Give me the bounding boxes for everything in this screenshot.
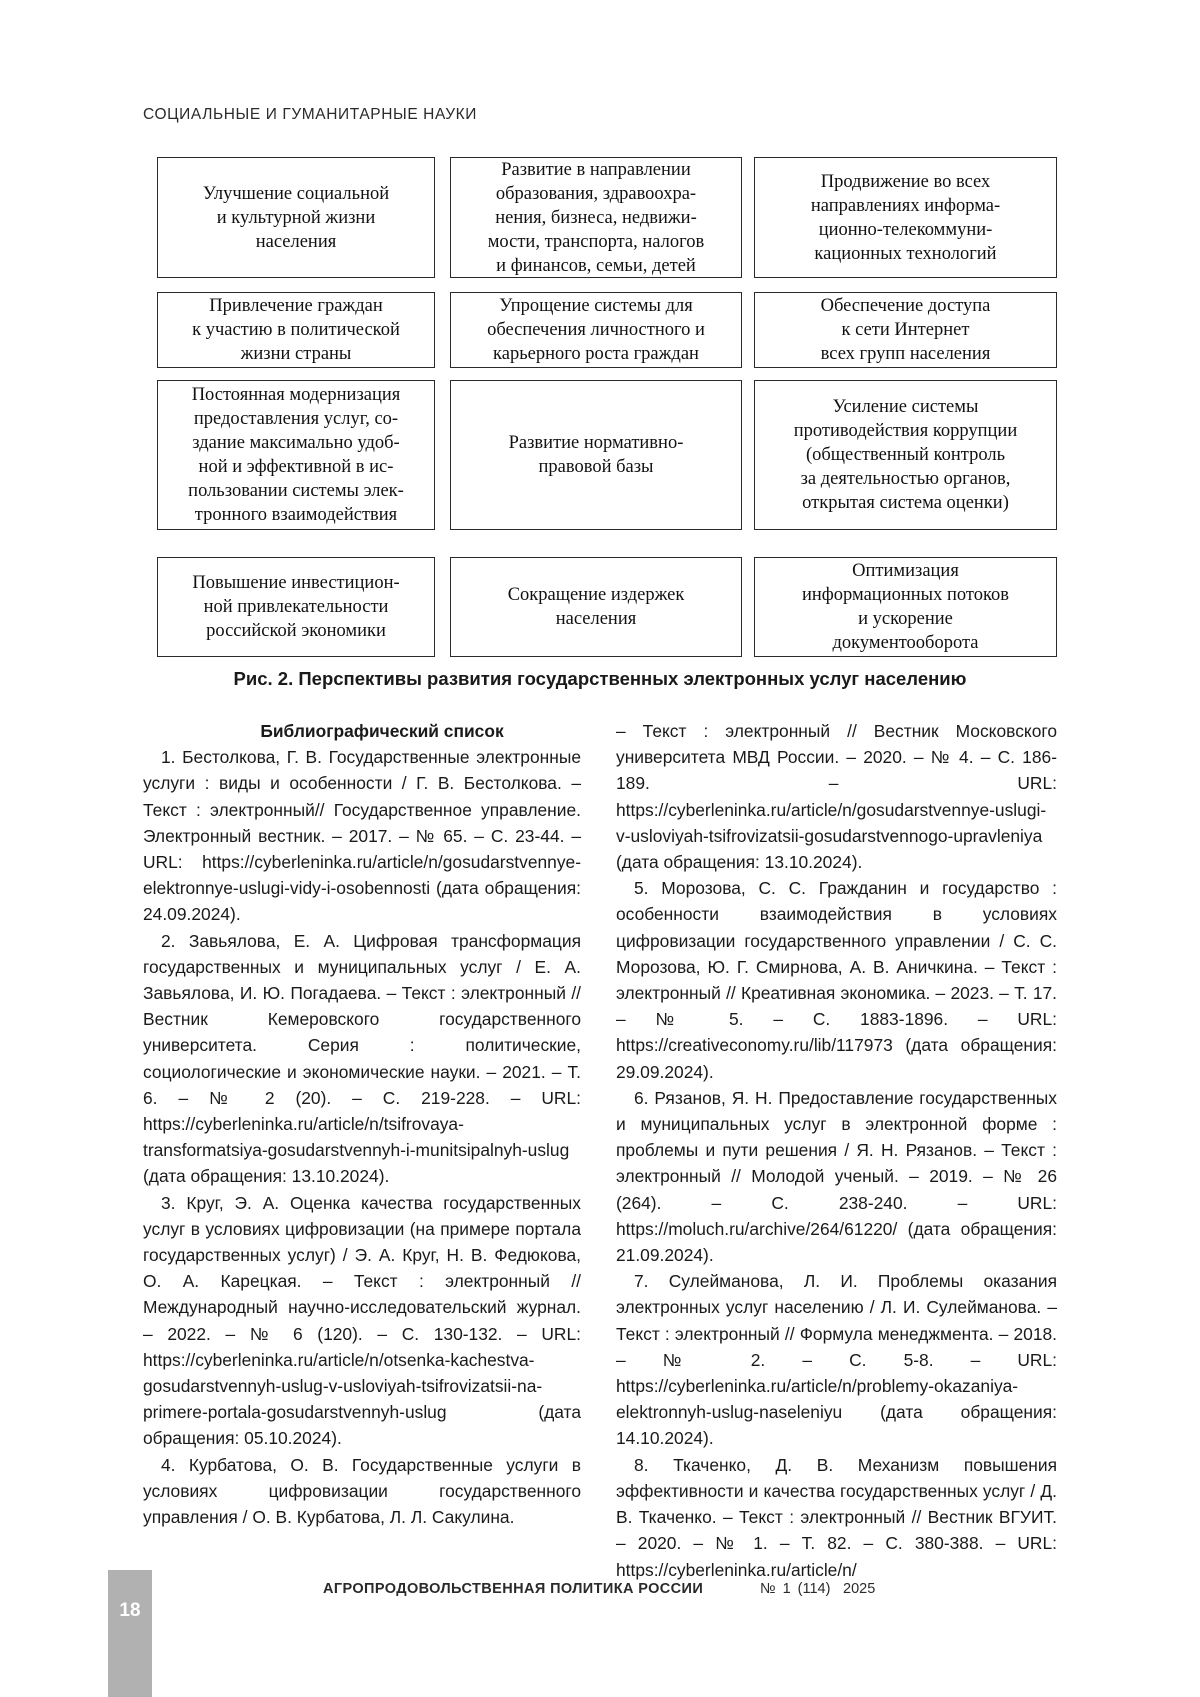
figure-box: Развитие нормативно- правовой базы bbox=[450, 380, 742, 530]
reference-item: 3. Круг, Э. А. Оценка качества государственных услуг в условиях цифровизации (на примере портала государственных услуг) / Э. А. Круг, Н. В. Федюкова, О. А. Карецкая. – Текст : электронный // Международный научно-исследовательский журнал. – 2022. – № 6 (120). – С. 130-132. – URL: https://cyberleninka.ru/article/n/otsenka-kachestva-gosudarstvennyh-uslug-v-usloviyah-tsifrovizatsii-na-primere-portala-gosudarstvennyh-uslug (дата обращения: 05.10.2024). bbox=[143, 1192, 581, 1449]
figure-box: Повышение инвестицион- ной привлекательности российской экономики bbox=[157, 557, 435, 657]
reference-item: 8. Ткаченко, Д. В. Механизм повышения эффективности и качества государственных услуг / Д. В. Ткаченко. – Текст : электронный // Вестник ВГУИТ. – 2020. – № 1. – Т. 82. – С. 380-388. – URL: https://cyberleninka.ru/article/n/ bbox=[616, 1454, 1057, 1580]
running-head: СОЦИАЛЬНЫЕ И ГУМАНИТАРНЫЕ НАУКИ bbox=[143, 106, 478, 123]
figure-box: Упрощение системы для обеспечения личностного и карьерного роста граждан bbox=[450, 292, 742, 368]
footer-issue-number: № 1 (114) bbox=[760, 1581, 831, 1597]
figure-box: Усиление системы противодействия коррупции (общественный контроль за деятельностью органов, открытая система оценки) bbox=[754, 380, 1057, 530]
footer-year: 2025 bbox=[843, 1581, 876, 1597]
reference-item: 6. Рязанов, Я. Н. Предоставление государственных и муниципальных услуг в электронной форме : проблемы и пути решения / Я. Н. Рязанов. – Текст : электронный // Молодой ученый. – 2019. – № 26 (264). – С. 238-240. – URL: https://moluch.ru/archive/264/61220/ (дата обращения: 21.09.2024). bbox=[616, 1087, 1057, 1266]
reference-item: 5. Морозова, С. С. Гражданин и государство : особенности взаимодействия в условиях цифровизации государственного управлении / С. С. Морозова, Ю. Г. Смирнова, А. В. Аничкина. – Текст : электронный // Креативная экономика. – 2023. – Т. 17. – № 5. – С. 1883-1896. – URL: https://creativeconomy.ru/lib/117973 (дата обращения: 29.09.2024). bbox=[616, 878, 1057, 1082]
reference-item: 4. Курбатова, О. В. Государственные услуги в условиях цифровизации государственного управления / О. В. Курбатова, Л. Л. Сакулина. bbox=[143, 1454, 581, 1528]
bibliography-left-column bbox=[143, 718, 581, 1530]
figure-box: Сокращение издержек населения bbox=[450, 557, 742, 657]
reference-item: 1. Бестолкова, Г. В. Государственные электронные услуги : виды и особенности / Г. В. Бестолкова. – Текст : электронный// Государственное управление. Электронный вестник. – 2017. – № 65. – С. 23-44. – URL: https://cyberleninka.ru/article/n/gosudarstvennye-elektronnye-uslugi-vidy-i-osobennosti (дата обращения: 24.09.2024). bbox=[143, 747, 581, 925]
figure-box: Постоянная модернизация предоставления услуг, со- здание максимально удоб- ной и эффективной в ис- пользовании системы элек- тронного взаимодействия bbox=[157, 380, 435, 530]
reference-item: 2. Завьялова, Е. А. Цифровая трансформация государственных и муниципальных услуг / Е. А. Завьялова, И. Ю. Погадаева. – Текст : электронный // Вестник Кемеровского государственного университета. Серия : политические, социологические и экономические науки. – 2021. – Т. 6. – № 2 (20). – С. 219-228. – URL: https://cyberleninka.ru/article/n/tsifrovaya-transformatsiya-gosudarstvennyh-i-munitsipalnyh-uslug (дата обращения: 13.10.2024). bbox=[143, 930, 581, 1187]
figure-box: Продвижение во всех направлениях информа- ционно-телекоммуни- кационных технологий bbox=[754, 157, 1057, 278]
figure-box: Привлечение граждан к участию в политической жизни страны bbox=[157, 292, 435, 368]
page-number: 18 bbox=[119, 1600, 141, 1621]
page-number-tab bbox=[108, 1570, 152, 1697]
bibliography-right-column bbox=[616, 718, 1057, 1583]
figure-caption: Рис. 2. Перспективы развития государственных электронных услуг населению bbox=[233, 668, 967, 689]
reference-continuation: – Текст : электронный // Вестник Московского университета МВД России. – 2020. – № 4. – С. 186-189. – URL: https://cyberleninka.ru/article/n/gosudarstvennye-uslugi-v-usloviyah-tsifrovizatsii-gosudarstvennogo-upravleniya (дата обращения: 13.10.2024). bbox=[616, 721, 1057, 873]
figure-box: Улучшение социальной и культурной жизни населения bbox=[157, 157, 435, 278]
figure-diagram bbox=[157, 157, 1057, 657]
footer-journal-title: АГРОПРОДОВОЛЬСТВЕННАЯ ПОЛИТИКА РОССИИ bbox=[323, 1581, 704, 1597]
figure-box: Развитие в направлении образования, здравоохра- нения, бизнеса, недвижи- мости, транспорта, налогов и финансов, семьи, детей bbox=[450, 157, 742, 278]
figure-box: Оптимизация информационных потоков и ускорение документооборота bbox=[754, 557, 1057, 657]
bibliography-title: Библиографический список bbox=[260, 721, 504, 741]
reference-item: 7. Сулейманова, Л. И. Проблемы оказания электронных услуг населению / Л. И. Сулейманова. – Текст : электронный // Формула менеджмента. – 2018. – № 2. – С. 5-8. – URL: https://cyberleninka.ru/article/n/problemy-okazaniya-elektronnyh-uslug-naseleniyu (дата обращения: 14.10.2024). bbox=[616, 1271, 1057, 1449]
figure-box: Обеспечение доступа к сети Интернет всех групп населения bbox=[754, 292, 1057, 368]
